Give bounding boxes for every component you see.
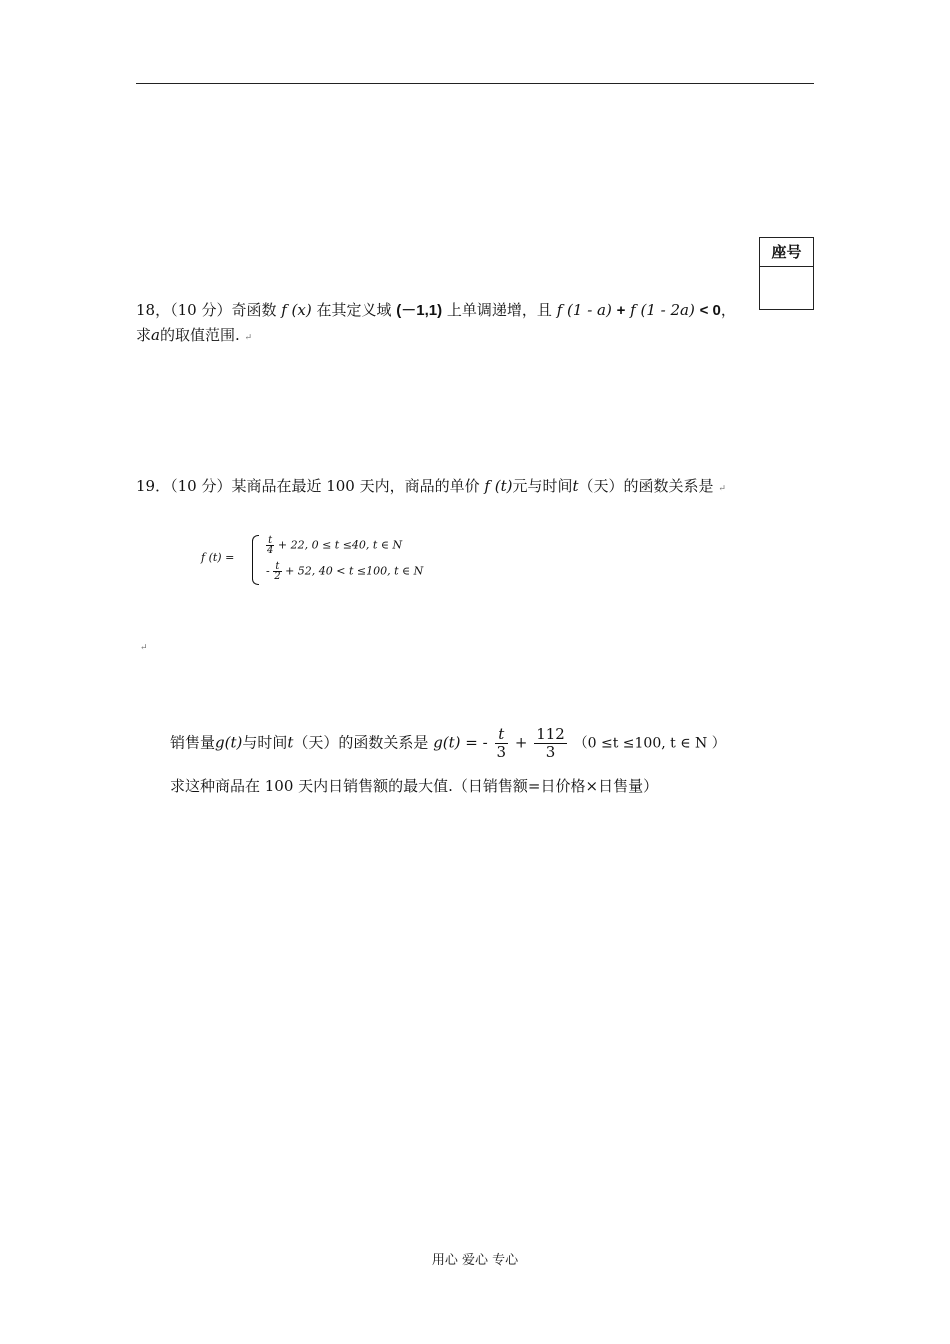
g-frac2-num: 112 xyxy=(536,725,565,743)
q19-line1 xyxy=(136,475,726,496)
q18-plus: + xyxy=(616,302,626,319)
q18-mid1: 在其定义域 xyxy=(316,301,392,319)
case2-fraction xyxy=(273,562,281,581)
g-plus: + xyxy=(514,733,528,752)
g-frac2-den: 3 xyxy=(545,743,556,761)
case2-sign: - xyxy=(266,564,270,578)
q18-var-a: a xyxy=(151,326,160,344)
q19-t: t xyxy=(572,477,579,495)
sales-mid: 与时间 xyxy=(242,733,288,752)
q18-domain: (－1,1) xyxy=(396,302,443,319)
q19-paragraph-mark: ↵ xyxy=(718,484,726,494)
q18-fx: f (x) xyxy=(281,301,312,319)
sales-gt: g(t) xyxy=(215,733,243,752)
g-frac1 xyxy=(495,726,509,761)
case1-fraction xyxy=(266,536,274,555)
q19-suffix: （天）的函数关系是 xyxy=(578,477,714,495)
case2-den: 2 xyxy=(274,571,281,582)
q18-ineq-c: < 0 xyxy=(699,302,721,319)
stray-paragraph-mark: ↵ xyxy=(140,643,148,653)
page-footer: 用心 爱心 专心 xyxy=(431,1253,519,1268)
seat-number-box xyxy=(759,237,814,310)
header-rule xyxy=(136,83,814,84)
q18-mid2: 上单调递增，且 xyxy=(446,301,552,319)
g-frac1-den: 3 xyxy=(496,743,507,761)
g-frac1-num: t xyxy=(495,726,509,744)
q19-sales-line xyxy=(170,726,726,761)
case1-rest: + 22, 0 ≤ t ≤40, t ∈ N xyxy=(277,538,403,552)
q18-ineq-a: f (1 - a) xyxy=(556,301,612,319)
case1-den: 4 xyxy=(267,545,274,556)
case1-num: t xyxy=(266,536,274,546)
q18-ineq-b: f (1 - 2a) xyxy=(630,301,695,319)
piecewise-case2 xyxy=(266,562,423,581)
q18-end: ， xyxy=(720,301,736,319)
q18-line2 xyxy=(136,324,252,345)
sales-t: t xyxy=(287,733,294,752)
sales-mid2: （天）的函数关系是 xyxy=(293,733,429,752)
q18-line2-suffix: 的取值范围. xyxy=(159,326,240,344)
q18-line2-prefix: 求 xyxy=(136,326,152,344)
case2-rest: + 52, 40 < t ≤100, t ∈ N xyxy=(285,564,424,578)
seat-number-label: 座号 xyxy=(760,238,813,267)
g-lhs: g(t) = - xyxy=(433,733,488,752)
q19-mid1: 元与时间 xyxy=(512,477,573,495)
q19-prefix: 19．（10 分）某商品在最近 100 天内，商品的单价 xyxy=(136,477,480,495)
piecewise-case1 xyxy=(266,536,402,555)
g-domain: （0 ≤t ≤100, t ∈ N ） xyxy=(573,735,726,752)
piecewise-lhs: f (t) = xyxy=(201,551,235,564)
case2-num: t xyxy=(273,562,281,572)
q19-ask: 求这种商品在 100 天内日销售额的最大值.（日销售额=日价格×日售量） xyxy=(170,777,659,795)
g-frac2 xyxy=(534,726,567,761)
q19-ft: f (t) xyxy=(484,477,513,495)
q18-prefix: 18，（10 分）奇函数 xyxy=(136,301,277,319)
q18-paragraph-mark: ↵ xyxy=(244,333,253,343)
q18-line1 xyxy=(136,299,736,320)
sales-prefix: 销售量 xyxy=(170,733,216,752)
piecewise-brace xyxy=(252,535,259,585)
